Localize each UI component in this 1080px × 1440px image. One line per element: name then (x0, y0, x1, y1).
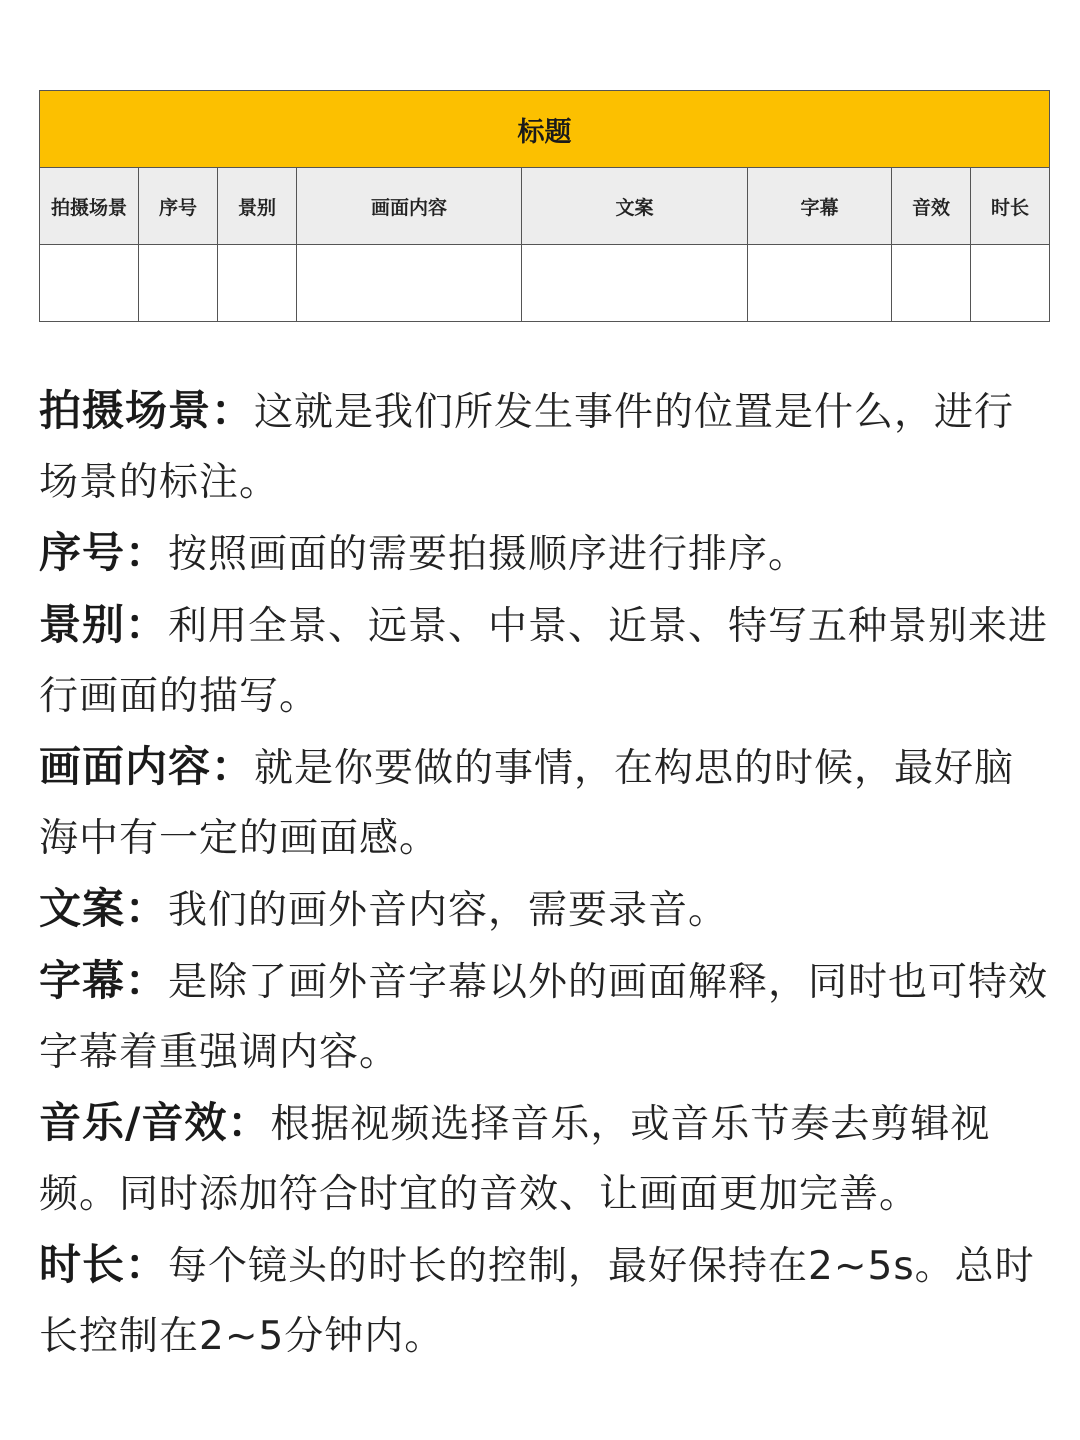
table-cell (748, 245, 892, 322)
table-cell (892, 245, 971, 322)
column-header-duration: 时长 (971, 168, 1050, 245)
table-cell (971, 245, 1050, 322)
table-cell (40, 245, 139, 322)
column-header-shooting-scene: 拍摄场景 (40, 168, 139, 245)
note-description: 就是你要做的事情，在构思的时候，最好脑海中有一定的画面感。 (39, 746, 1015, 861)
note-subtitle (39, 946, 1049, 1088)
note-sequence-number (39, 518, 1049, 590)
note-shooting-scene (39, 376, 1049, 518)
column-header-subtitle: 字幕 (748, 168, 892, 245)
note-description: 是除了画外音字幕以外的画面解释，同时也可特效字幕着重强调内容。 (39, 960, 1049, 1075)
note-term: 音乐/音效： (39, 1098, 271, 1147)
note-description: 每个镜头的时长的控制，最好保持在2~5s。总时长控制在2~5分钟内。 (39, 1244, 1035, 1359)
storyboard-template-table (39, 90, 1050, 322)
table-cell (139, 245, 218, 322)
note-term: 文案： (39, 884, 169, 933)
note-term: 景别： (39, 600, 169, 649)
note-description: 这就是我们所发生事件的位置是什么，进行场景的标注。 (39, 390, 1015, 505)
note-music-sound-effect (39, 1088, 1049, 1230)
note-term: 字幕： (39, 956, 169, 1005)
table-title: 标题 (40, 91, 1050, 168)
note-description: 按照画面的需要拍摄顺序进行排序。 (168, 532, 809, 577)
note-term: 拍摄场景： (39, 386, 255, 435)
table-cell (297, 245, 522, 322)
note-copy (39, 874, 1049, 946)
note-term: 画面内容： (39, 742, 255, 791)
column-header-sound-effect: 音效 (892, 168, 971, 245)
column-explanations (39, 376, 1049, 1372)
note-term: 时长： (39, 1240, 169, 1289)
note-duration (39, 1230, 1049, 1372)
column-header-sequence-number: 序号 (139, 168, 218, 245)
note-description: 我们的画外音内容，需要录音。 (168, 888, 729, 933)
column-header-scene-content: 画面内容 (297, 168, 522, 245)
table-cell (522, 245, 748, 322)
note-shot-size (39, 590, 1049, 732)
column-header-copy: 文案 (522, 168, 748, 245)
note-description: 根据视频选择音乐，或音乐节奏去剪辑视频。同时添加符合时宜的音效、让画面更加完善。 (39, 1102, 991, 1217)
note-term: 序号： (39, 528, 169, 577)
note-description: 利用全景、远景、中景、近景、特写五种景别来进行画面的描写。 (39, 604, 1049, 719)
table-row (40, 245, 1050, 322)
table-header-row (40, 168, 1050, 245)
table-cell (218, 245, 297, 322)
column-header-shot-size: 景别 (218, 168, 297, 245)
note-scene-content (39, 732, 1049, 874)
